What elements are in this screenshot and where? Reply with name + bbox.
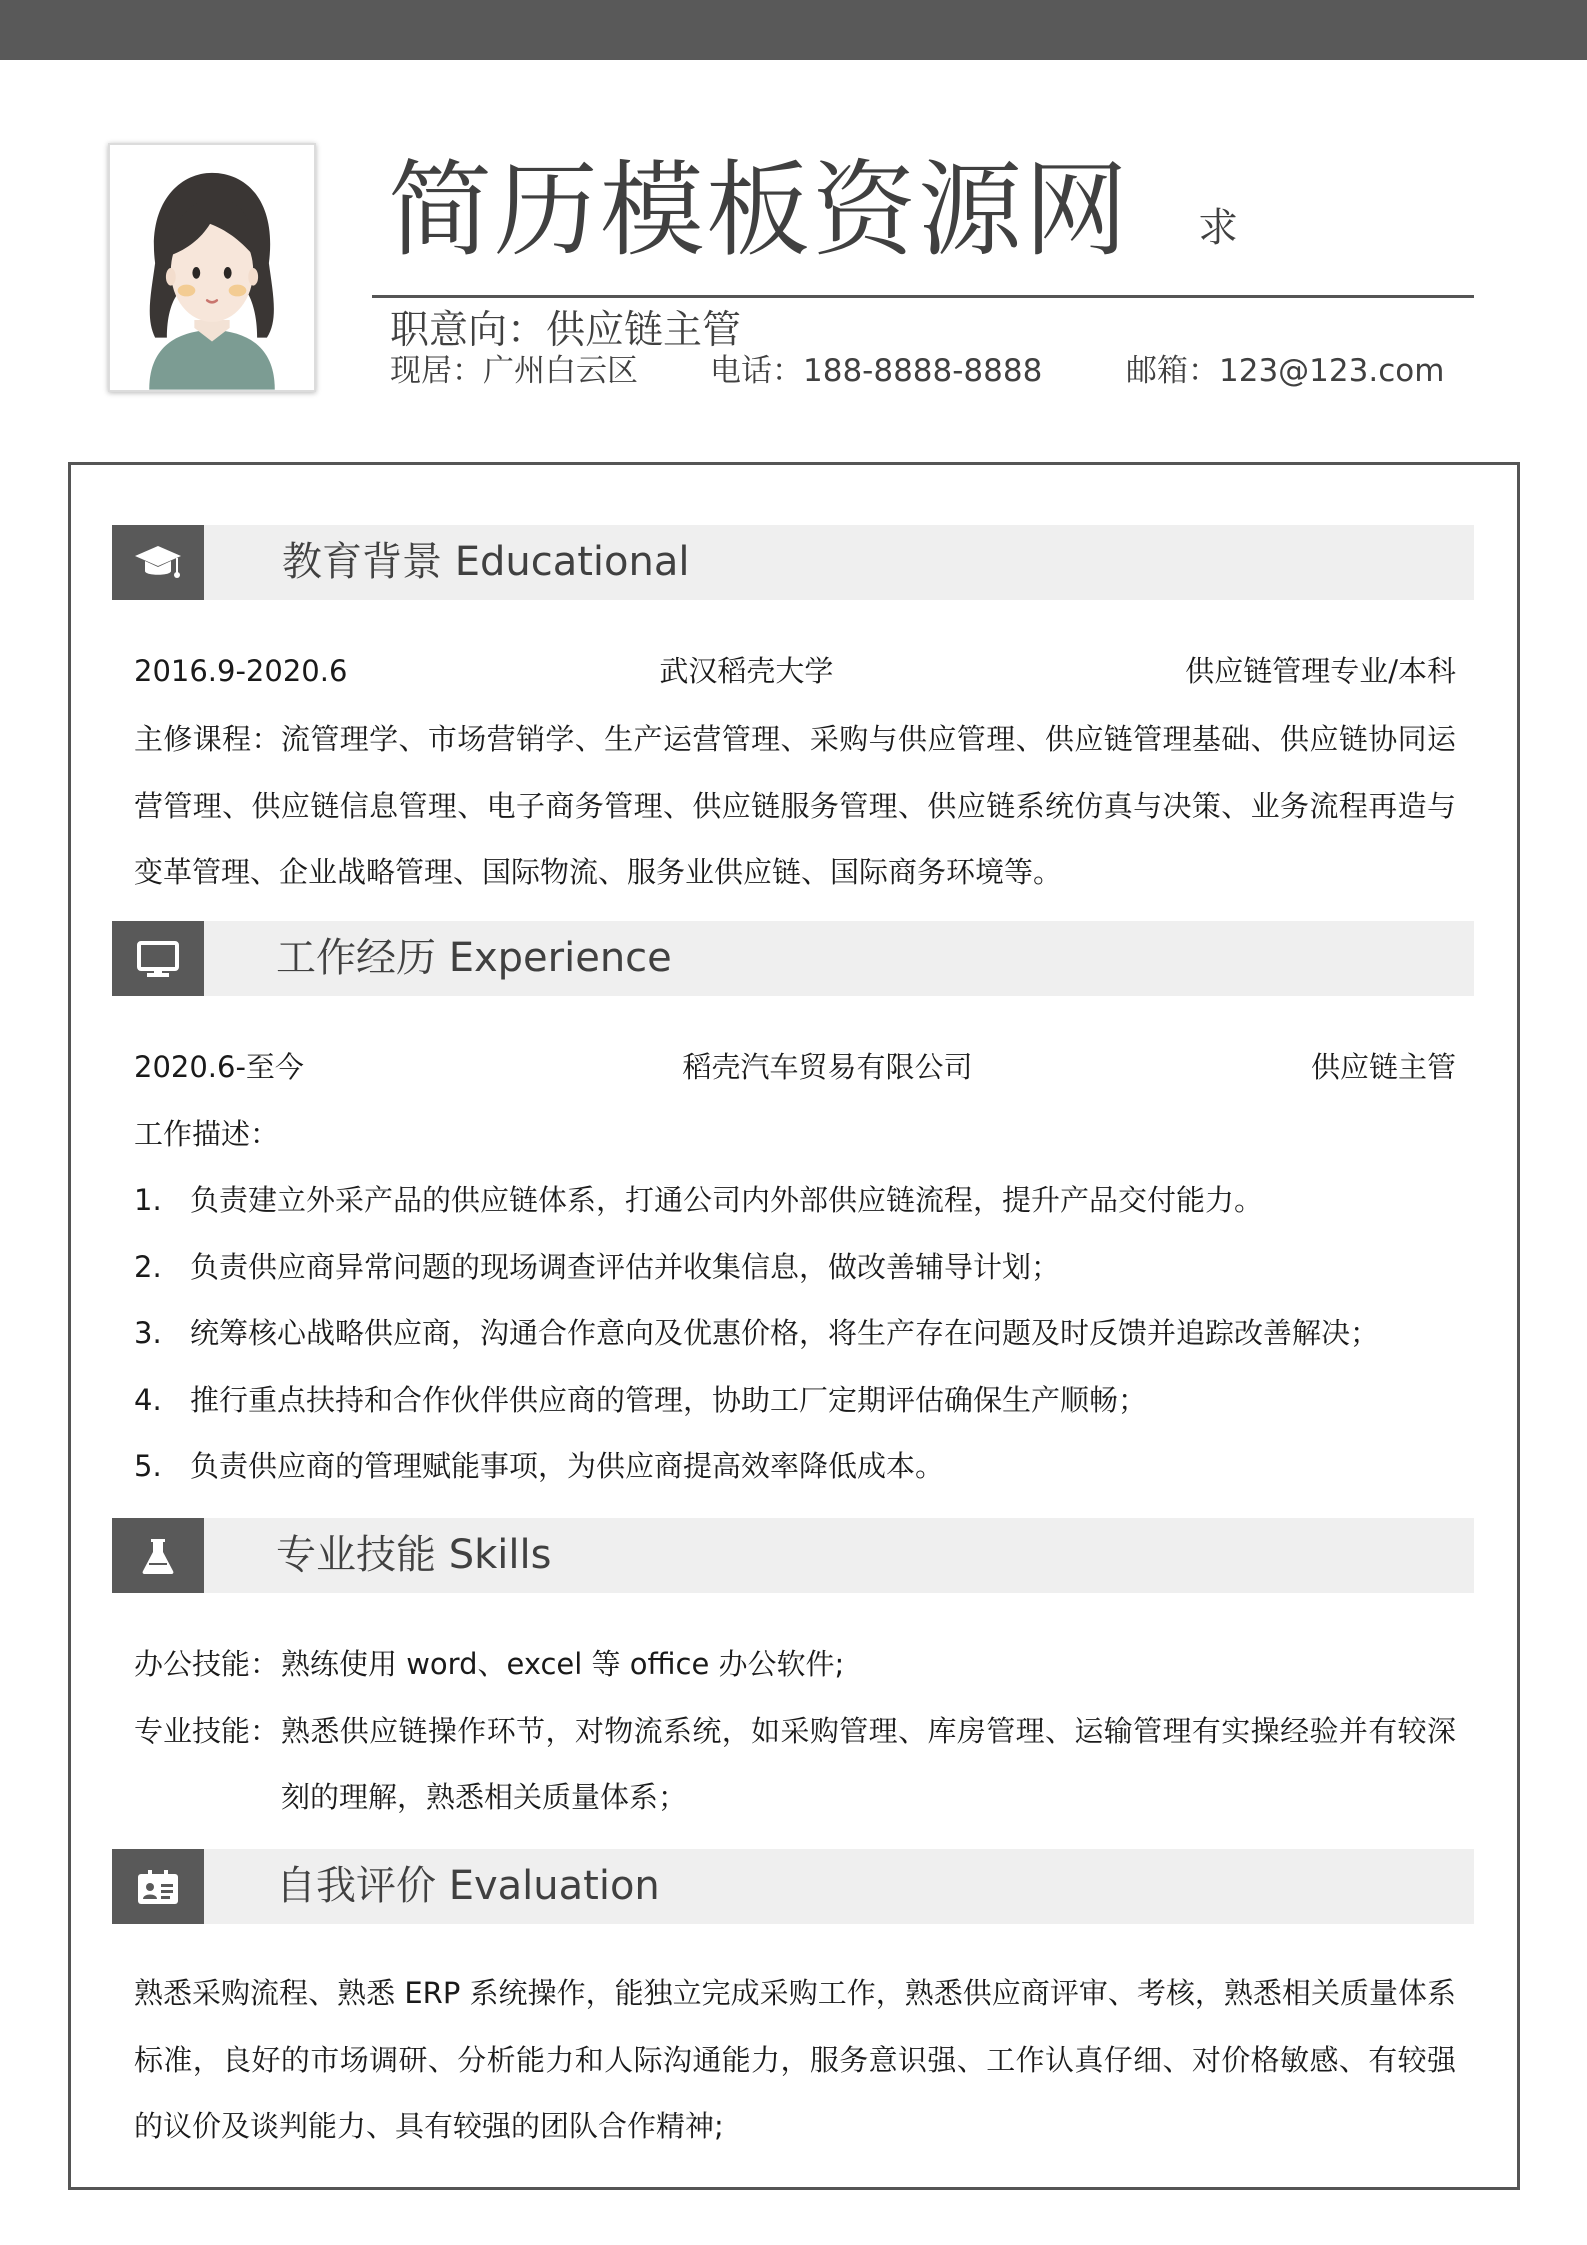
education-title: 教育背景 Educational [282, 539, 690, 585]
list-item: 4. 推行重点扶持和合作伙伴供应商的管理，协助工厂定期评估确保生产顺畅； [134, 1382, 1148, 1417]
job-intent: 职意向：供应链主管 [390, 308, 742, 353]
monitor-icon [112, 921, 204, 996]
id-card-icon [112, 1849, 204, 1924]
experience-header [112, 921, 1474, 996]
skills-header [112, 1518, 1474, 1593]
resume-name: 简历模板资源网 [388, 149, 1131, 271]
avatar-illustration [110, 145, 314, 390]
office-skills-label: 办公技能： [134, 1647, 280, 1681]
list-item: 2. 负责供应商异常问题的现场调查评估并收集信息，做改善辅导计划； [134, 1249, 1061, 1284]
office-skills-text: 熟练使用 word、excel 等 office 办公软件; [281, 1647, 845, 1681]
education-school: 武汉稻壳大学 [659, 654, 834, 688]
evaluation-header [112, 1849, 1474, 1924]
profile-photo [108, 143, 316, 392]
experience-row [134, 1047, 1456, 1087]
flask-icon [112, 1518, 204, 1593]
list-item: 3. 统筹核心战略供应商，沟通合作意向及优惠价格，将生产存在问题及时反馈并追踪改善解决； [134, 1316, 1380, 1350]
header-char: 求 [1198, 205, 1238, 251]
skills-title: 专业技能 Skills [276, 1532, 552, 1578]
contact-email: 邮箱：123@123.com [1126, 353, 1445, 389]
work-description-label: 工作描述： [134, 1117, 280, 1151]
contact-location: 现居：广州白云区 [390, 353, 638, 389]
experience-position: 供应链主管 [1310, 1050, 1456, 1084]
contact-phone: 电话：188-8888-8888 [710, 353, 1043, 389]
experience-company: 稻壳汽车贸易有限公司 [682, 1050, 973, 1084]
education-major: 供应链管理专业/本科 [1185, 654, 1456, 688]
experience-period: 2020.6-至今 [134, 1050, 304, 1084]
education-courses: 主修课程：流管理学、市场营销学、生产运营管理、采购与供应管理、供应链管理基础、供应链协同运营管理、供应链信息管理、电子商务管理、供应链服务管理、供应链系统仿真与决策、业务流程再造与变革管理、企业战略管理、国际物流、服务业供应链、国际商务环境等。 [134, 722, 1456, 889]
title-divider [372, 295, 1474, 298]
office-skills [134, 1631, 1456, 1831]
education-row [134, 651, 1456, 691]
duties-list [134, 1167, 1456, 1500]
graduation-cap-icon [112, 525, 204, 600]
list-item: 1. 负责建立外采产品的供应链体系，打通公司内外部供应链流程，提升产品交付能力。 [134, 1183, 1264, 1217]
pro-skills-text: 熟悉供应链操作环节，对物流系统，如采购管理、库房管理、运输管理有实操经验并有较深刻的理解，熟悉相关质量体系； [281, 1713, 1456, 1814]
list-item: 5. 负责供应商的管理赋能事项，为供应商提高效率降低成本。 [134, 1449, 945, 1483]
education-period: 2016.9-2020.6 [134, 654, 348, 688]
education-header [112, 525, 1474, 600]
pro-skills-label: 专业技能： [134, 1713, 280, 1748]
experience-title: 工作经历 Experience [276, 935, 672, 981]
top-bar [0, 0, 1587, 60]
evaluation-text: 熟悉采购流程、熟悉 ERP 系统操作，能独立完成采购工作，熟悉供应商评审、考核，熟悉相关质量体系标准，良好的市场调研、分析能力和人际沟通能力，服务意识强、工作认真仔细、对价格敏感、有较强的议价及谈判能力、具有较强的团队合作精神; [134, 1976, 1456, 2143]
evaluation-title: 自我评价 Evaluation [276, 1863, 660, 1909]
